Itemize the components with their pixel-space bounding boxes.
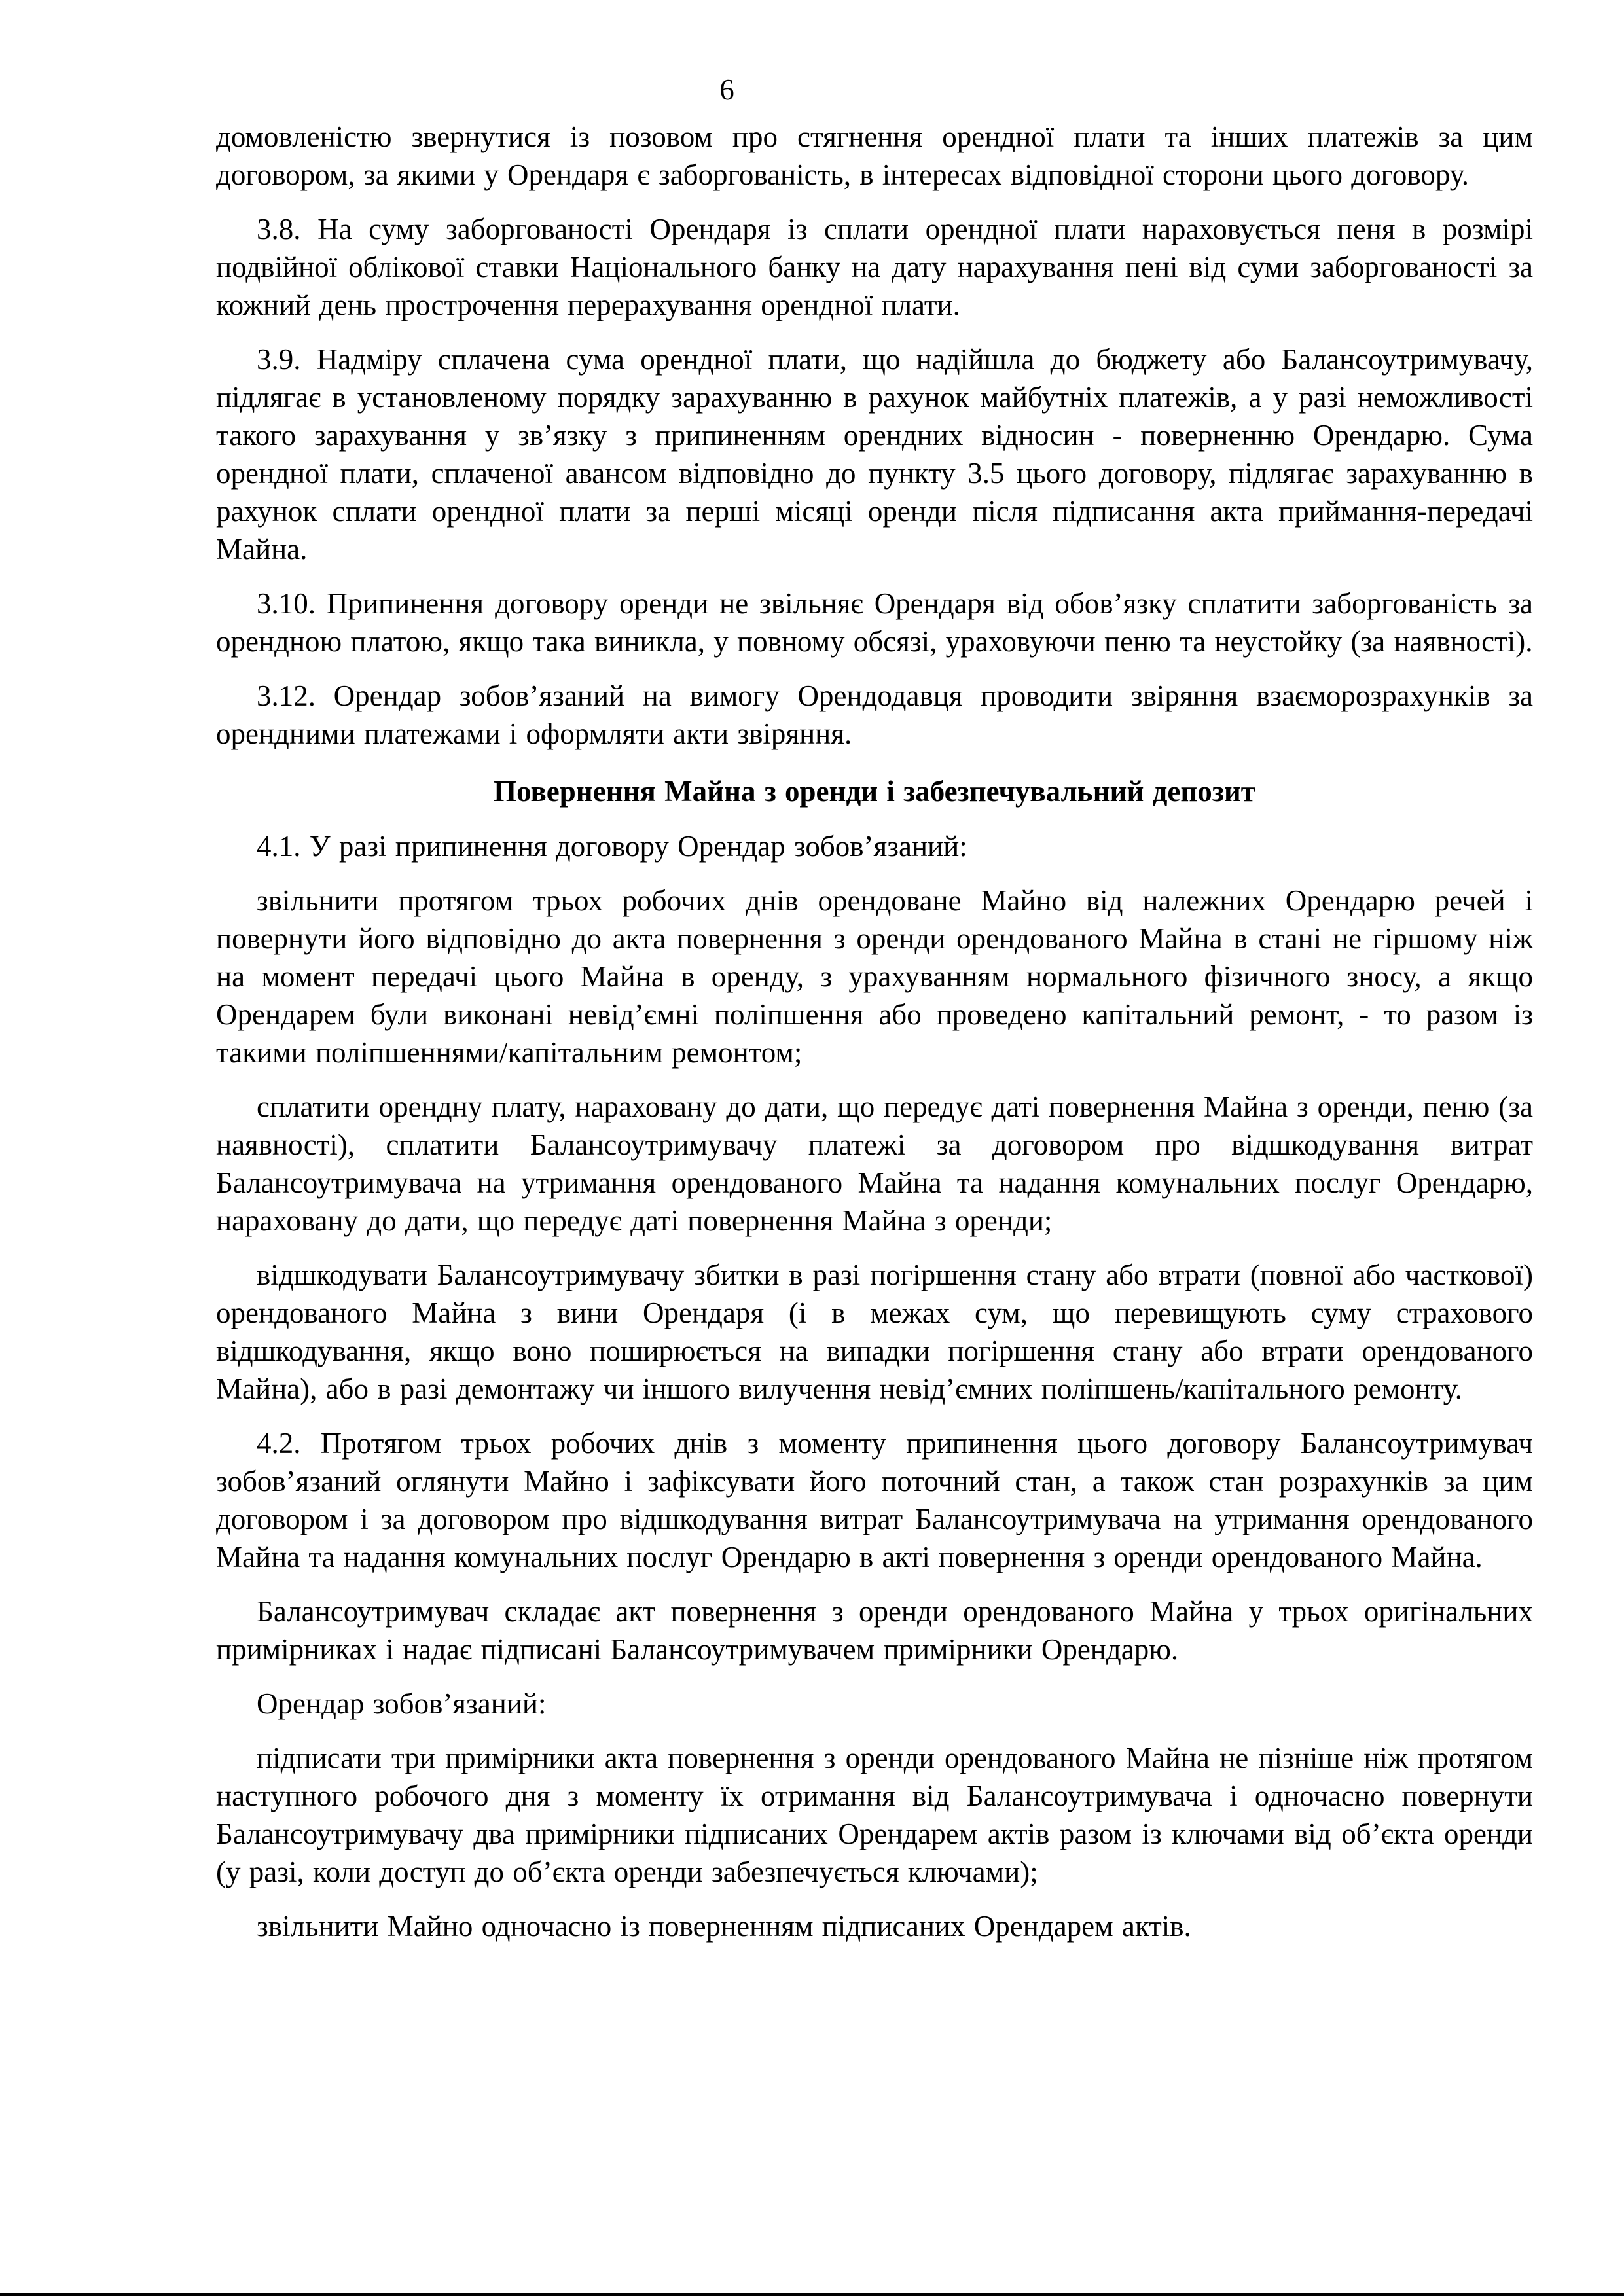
paragraph: відшкодувати Балансоутримувачу збитки в разі погіршення стану або втрати (повної або часткової) орендованого Майна з вини Орендаря (і в межах сум, що перевищують суму страхового відшкодування, якщо воно поширюється на випадки погіршення стану або втрати орендованого Майна), або в разі демонтажу чи іншого вилучення невід’ємних поліпшень/капітального ремонту. (216, 1259, 1533, 1405)
section-heading: Повернення Майна з оренди і забезпечувальний депозит (494, 775, 1255, 808)
paragraph: Орендар зобов’язаний: (257, 1687, 547, 1720)
paragraph: 4.1. У разі припинення договору Орендар зобов’язаний: (257, 830, 967, 863)
paragraph: 3.10. Припинення договору оренди не звільняє Орендаря від обов’язку сплатити заборгованість за орендною платою, якщо така виникла, у повному обсязі, ураховуючи пеню та неустойку (за наявності). (216, 587, 1533, 658)
paragraph: домовленістю звернутися із позовом про стягнення орендної плати та інших платежів за цим договором, за якими у Орендаря є заборгованість, в інтересах відповідної сторони цього договору. (216, 120, 1533, 191)
page-number: 6 (719, 73, 734, 106)
paragraph: звільнити Майно одночасно із поверненням підписаних Орендарем актів. (257, 1910, 1191, 1943)
paragraph: 3.8. На суму заборгованості Орендаря із сплати орендної плати нараховується пеня в розмірі подвійної облікової ставки Національного банку на дату нарахування пені від суми заборгованості за кожний день прострочення перерахування орендної плати. (216, 213, 1533, 321)
paragraph: Балансоутримувач складає акт повернення з оренди орендованого Майна у трьох оригінальних примірниках і надає підписані Балансоутримувачем примірники Орендарю. (216, 1595, 1533, 1666)
paragraph: 3.12. Орендар зобов’язаний на вимогу Орендодавця проводити звіряння взаєморозрахунків за орендними платежами і оформляти акти звіряння. (216, 679, 1533, 750)
paragraph: звільнити протягом трьох робочих днів орендоване Майно від належних Орендарю речей і повернути його відповідно до акта повернення з оренди орендованого Майна в стані не гіршому ніж на момент передачі цього Майна в оренду, з урахуванням нормального фізичного зносу, а якщо Орендарем були виконані невід’ємні поліпшення або проведено капітальний ремонт, - то разом із такими поліпшеннями/капітальним ремонтом; (216, 884, 1533, 1069)
paragraph: 3.9. Надміру сплачена сума орендної плати, що надійшла до бюджету або Балансоутримувачу, підлягає в установленому порядку зарахуванню в рахунок майбутніх платежів, а у разі неможливості такого зарахування у зв’язку з припиненням орендних відносин - поверненню Орендарю. Сума орендної плати, сплаченої авансом відповідно до пункту 3.5 цього договору, підлягає зарахуванню в рахунок сплати орендної плати за перші місяці оренди після підписання акта приймання-передачі Майна. (216, 343, 1533, 565)
document-body (216, 118, 1533, 1962)
paragraph: сплатити орендну плату, нараховану до дати, що передує даті повернення Майна з оренди, пеню (за наявності), сплатити Балансоутримувачу платежі за договором про відшкодування витрат Балансоутримувача на утримання орендованого Майна та надання комунальних послуг Орендарю, нараховану до дати, що передує даті повернення Майна з оренди; (216, 1090, 1533, 1237)
scan-artifact-bottom-edge (0, 2293, 1624, 2296)
paragraph: 4.2. Протягом трьох робочих днів з моменту припинення цього договору Балансоутримувач зобов’язаний оглянути Майно і зафіксувати його поточний стан, а також стан розрахунків за цим договором і за договором про відшкодування витрат Балансоутримувача на утримання орендованого Майна та надання комунальних послуг Орендарю в акті повернення з оренди орендованого Майна. (216, 1427, 1533, 1573)
paragraph: підписати три примірники акта повернення з оренди орендованого Майна не пізніше ніж протягом наступного робочого дня з моменту їх отримання від Балансоутримувача і одночасно повернути Балансоутримувачу два примірники підписаних Орендарем актів разом із ключами від об’єкта оренди (у разі, коли доступ до об’єкта оренди забезпечується ключами); (216, 1742, 1533, 1888)
